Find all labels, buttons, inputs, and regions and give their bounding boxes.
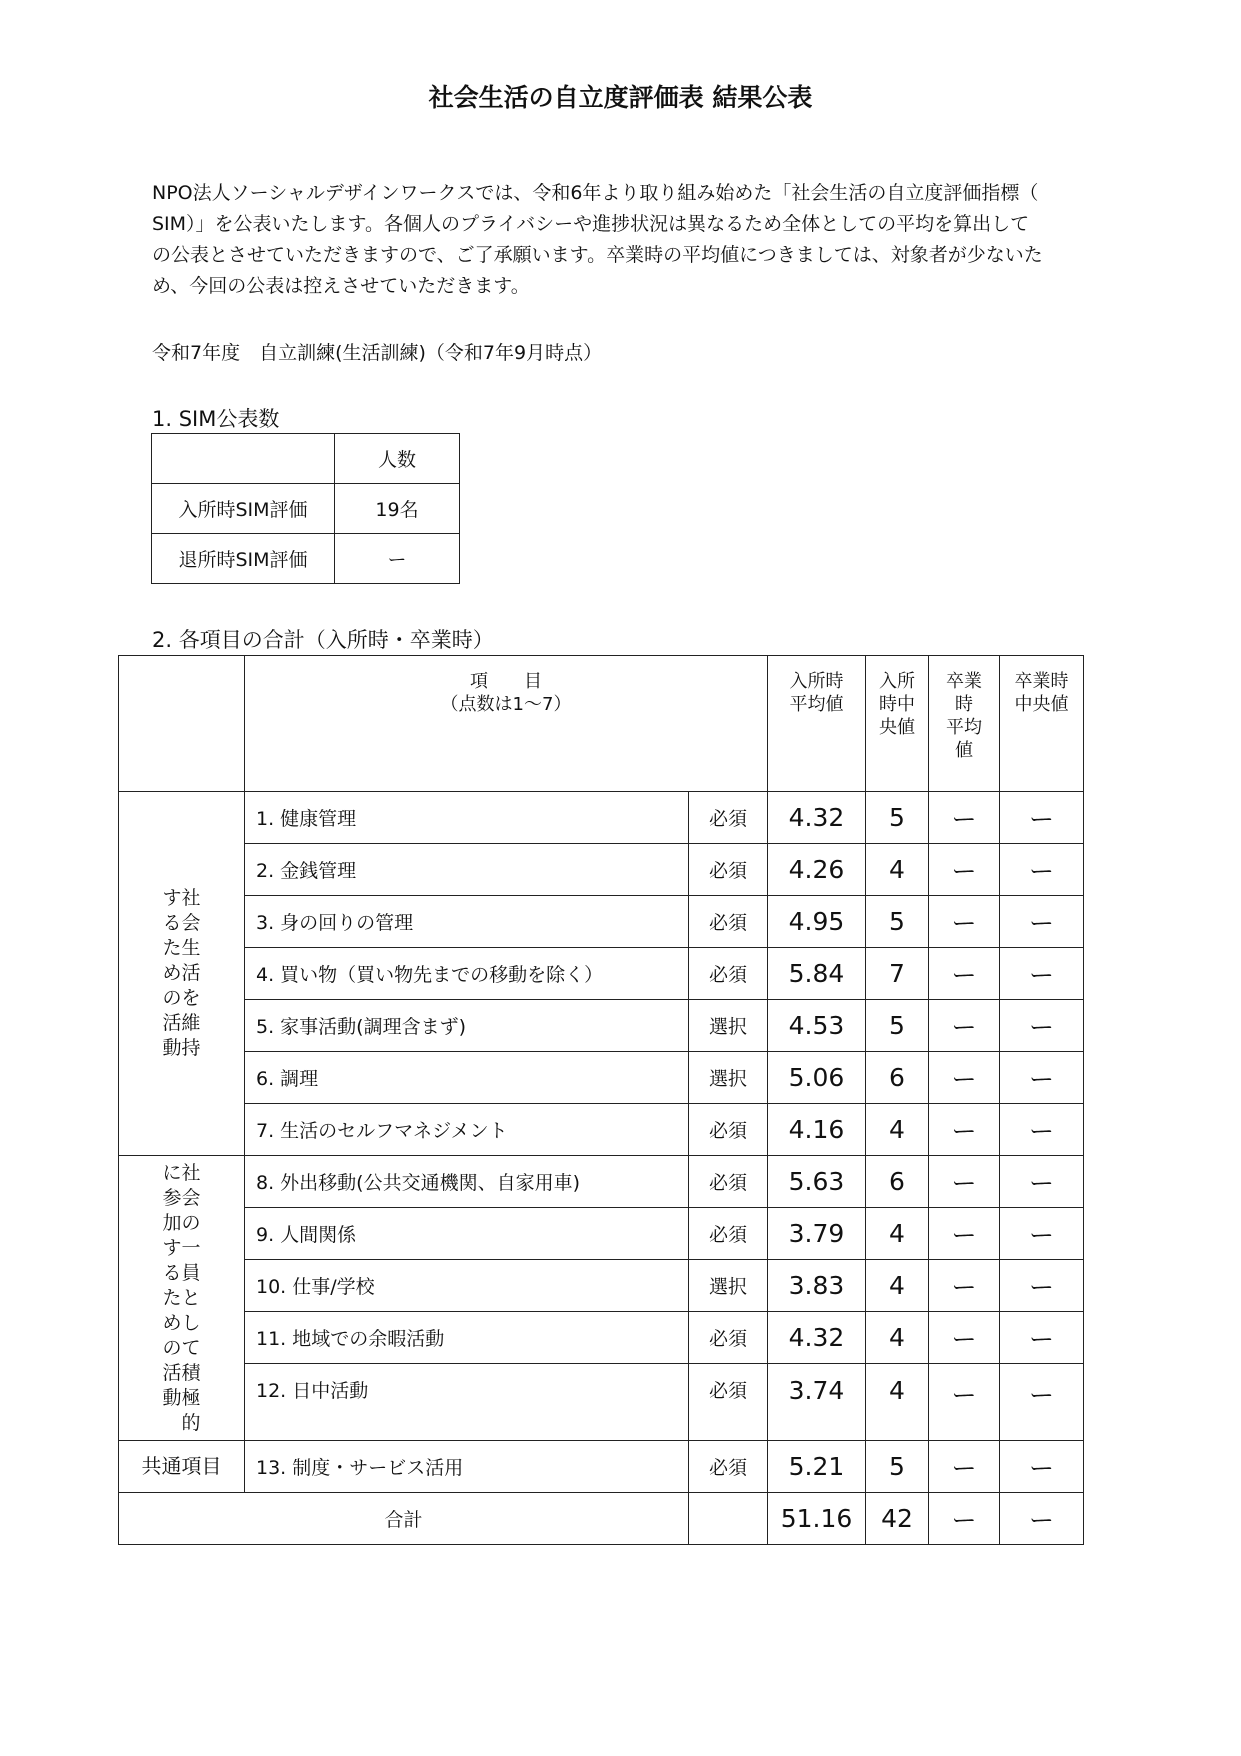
page-title: 社会生活の自立度評価表 結果公表 [428, 83, 813, 112]
total-grad-med: ー [1000, 1493, 1084, 1545]
category-line: 共通項目 [141, 1454, 222, 1478]
entry-med-header [866, 656, 929, 792]
entry-med: 4 [866, 1260, 929, 1312]
entry-avg: 4.32 [768, 792, 866, 844]
grad-med: ー [1000, 1312, 1084, 1364]
entry-avg: 4.53 [768, 1000, 866, 1052]
entry-med: 4 [866, 1312, 929, 1364]
grad-med: ー [1000, 1208, 1084, 1260]
item-name: 12. 日中活動 [245, 1364, 689, 1441]
header-line: 入所 [879, 671, 915, 692]
entry-med: 4 [866, 844, 929, 896]
grad-med: ー [1000, 792, 1084, 844]
entry-avg: 3.74 [768, 1364, 866, 1441]
item-header-line: 項 目 [470, 671, 542, 692]
item-type: 必須 [689, 1208, 768, 1260]
grad-med: ー [1000, 1441, 1084, 1493]
row-value: ー [335, 534, 460, 584]
category-line: 活積 [162, 1361, 201, 1384]
entry-med: 6 [866, 1156, 929, 1208]
entry-avg: 4.95 [768, 896, 866, 948]
category-line: 動極 [162, 1386, 201, 1409]
entry-avg: 3.79 [768, 1208, 866, 1260]
header-line: 卒業時 [1014, 671, 1069, 692]
grad-med: ー [1000, 1260, 1084, 1312]
item-name: 8. 外出移動(公共交通機関、自家用車) [245, 1156, 689, 1208]
grad-avg: ー [929, 1156, 1000, 1208]
category-line: す一 [162, 1236, 201, 1259]
grad-avg: ー [929, 844, 1000, 896]
grad-med: ー [1000, 844, 1084, 896]
grad-avg: ー [929, 1441, 1000, 1493]
item-type: 必須 [689, 1441, 768, 1493]
header-line: 平均 [946, 717, 982, 738]
item-type: 必須 [689, 948, 768, 1000]
item-name: 3. 身の回りの管理 [245, 896, 689, 948]
category-cell [119, 1156, 245, 1441]
grad-avg: ー [929, 1260, 1000, 1312]
intro-line: NPO法人ソーシャルデザインワークスでは、令和6年より取り組み始めた「社会生活の自立度評価指標（ [152, 182, 1039, 204]
entry-med: 4 [866, 1104, 929, 1156]
category-cell [119, 1441, 245, 1493]
header-line: 入所時 [789, 671, 844, 692]
entry-avg: 3.83 [768, 1260, 866, 1312]
row-label: 入所時SIM評価 [152, 484, 335, 534]
entry-med: 4 [866, 1208, 929, 1260]
row-label: 退所時SIM評価 [152, 534, 335, 584]
category-line: め活 [162, 962, 201, 984]
grad-med: ー [1000, 1104, 1084, 1156]
section2-heading: 2. 各項目の合計（入所時・卒業時） [152, 628, 494, 652]
item-type: 必須 [689, 792, 768, 844]
item-type: 必須 [689, 844, 768, 896]
grad-med-header [1000, 656, 1084, 792]
total-label: 合計 [119, 1493, 689, 1545]
total-grad-avg: ー [929, 1493, 1000, 1545]
grad-avg: ー [929, 1052, 1000, 1104]
header-line: 平均値 [789, 694, 844, 715]
entry-avg: 5.06 [768, 1052, 866, 1104]
section1-heading: 1. SIM公表数 [152, 407, 280, 431]
intro-line: SIM）」を公表いたします。各個人のプライバシーや進捗状況は異なるため全体としての平均を算出して [152, 213, 1030, 235]
header-line: 卒業 [946, 671, 982, 692]
total-type-empty [689, 1493, 768, 1545]
item-type: 必須 [689, 896, 768, 948]
grad-med: ー [1000, 948, 1084, 1000]
category-line: た生 [162, 937, 201, 959]
intro-line: の公表とさせていただきますので、ご了承願います。卒業時の平均値につきましては、対象者が少ないた [152, 244, 1043, 266]
header-line: 値 [955, 740, 973, 761]
item-name: 11. 地域での余暇活動 [245, 1312, 689, 1364]
grad-avg: ー [929, 1312, 1000, 1364]
grad-avg-header [929, 656, 1000, 792]
category-line: たと [162, 1286, 201, 1309]
period-label: 令和7年度 自立訓練(生活訓練)（令和7年9月時点） [152, 342, 603, 364]
category-cell [119, 792, 245, 1156]
category-line: 的 [162, 1411, 201, 1434]
grad-med: ー [1000, 1364, 1084, 1441]
total-entry-avg: 51.16 [768, 1493, 866, 1545]
item-type: 必須 [689, 1104, 768, 1156]
entry-med: 5 [866, 896, 929, 948]
item-name: 13. 制度・サービス活用 [245, 1441, 689, 1493]
grad-med: ー [1000, 1000, 1084, 1052]
entry-avg: 4.32 [768, 1312, 866, 1364]
category-line: 動持 [162, 1037, 201, 1059]
entry-med: 5 [866, 1000, 929, 1052]
item-name: 1. 健康管理 [245, 792, 689, 844]
header-line: 中央値 [1014, 694, 1069, 715]
category-line: 活維 [162, 1012, 201, 1034]
row-value: 19名 [335, 484, 460, 534]
category-line: 参会 [162, 1186, 201, 1209]
entry-med: 5 [866, 792, 929, 844]
evaluation-table [118, 655, 1084, 1545]
entry-avg: 4.26 [768, 844, 866, 896]
entry-avg-header [768, 656, 866, 792]
grad-avg: ー [929, 896, 1000, 948]
item-name: 7. 生活のセルフマネジメント [245, 1104, 689, 1156]
entry-med: 7 [866, 948, 929, 1000]
sim-count-table [151, 433, 460, 584]
grad-med: ー [1000, 1052, 1084, 1104]
entry-med: 6 [866, 1052, 929, 1104]
grad-avg: ー [929, 792, 1000, 844]
item-name: 4. 買い物（買い物先までの移動を除く） [245, 948, 689, 1000]
category-line: のを [162, 987, 201, 1009]
entry-avg: 5.21 [768, 1441, 866, 1493]
header-line: 時中 [879, 694, 915, 715]
total-entry-med: 42 [866, 1493, 929, 1545]
grad-med: ー [1000, 1156, 1084, 1208]
grad-avg: ー [929, 1364, 1000, 1441]
item-name: 9. 人間関係 [245, 1208, 689, 1260]
intro-line: め、今回の公表は控えさせていただきます。 [152, 275, 530, 297]
entry-avg: 5.84 [768, 948, 866, 1000]
entry-avg: 4.16 [768, 1104, 866, 1156]
item-type: 必須 [689, 1156, 768, 1208]
empty-header-cell [152, 434, 335, 484]
grad-avg: ー [929, 1208, 1000, 1260]
category-line: のて [162, 1336, 201, 1359]
grad-avg: ー [929, 1104, 1000, 1156]
category-line: る会 [162, 912, 201, 934]
item-type: 選択 [689, 1260, 768, 1312]
entry-med: 5 [866, 1441, 929, 1493]
item-name: 2. 金銭管理 [245, 844, 689, 896]
item-type: 選択 [689, 1052, 768, 1104]
item-header [245, 656, 768, 792]
category-line: 加の [162, 1211, 201, 1234]
empty-corner-cell [119, 656, 245, 792]
item-name: 5. 家事活動(調理含まず) [245, 1000, 689, 1052]
header-line: 央値 [879, 717, 915, 738]
category-line: る員 [162, 1261, 201, 1284]
grad-avg: ー [929, 1000, 1000, 1052]
item-type: 選択 [689, 1000, 768, 1052]
item-type: 必須 [689, 1312, 768, 1364]
item-type: 必須 [689, 1364, 768, 1441]
category-line: す社 [162, 887, 201, 909]
grad-avg: ー [929, 948, 1000, 1000]
item-header-line: （点数は1～7） [440, 694, 572, 715]
item-name: 10. 仕事/学校 [245, 1260, 689, 1312]
intro-text [152, 178, 1092, 302]
item-name: 6. 調理 [245, 1052, 689, 1104]
category-line: めし [162, 1311, 201, 1334]
category-line: に社 [162, 1161, 201, 1184]
count-header: 人数 [335, 434, 460, 484]
header-line: 時 [955, 694, 973, 715]
entry-med: 4 [866, 1364, 929, 1441]
grad-med: ー [1000, 896, 1084, 948]
entry-avg: 5.63 [768, 1156, 866, 1208]
